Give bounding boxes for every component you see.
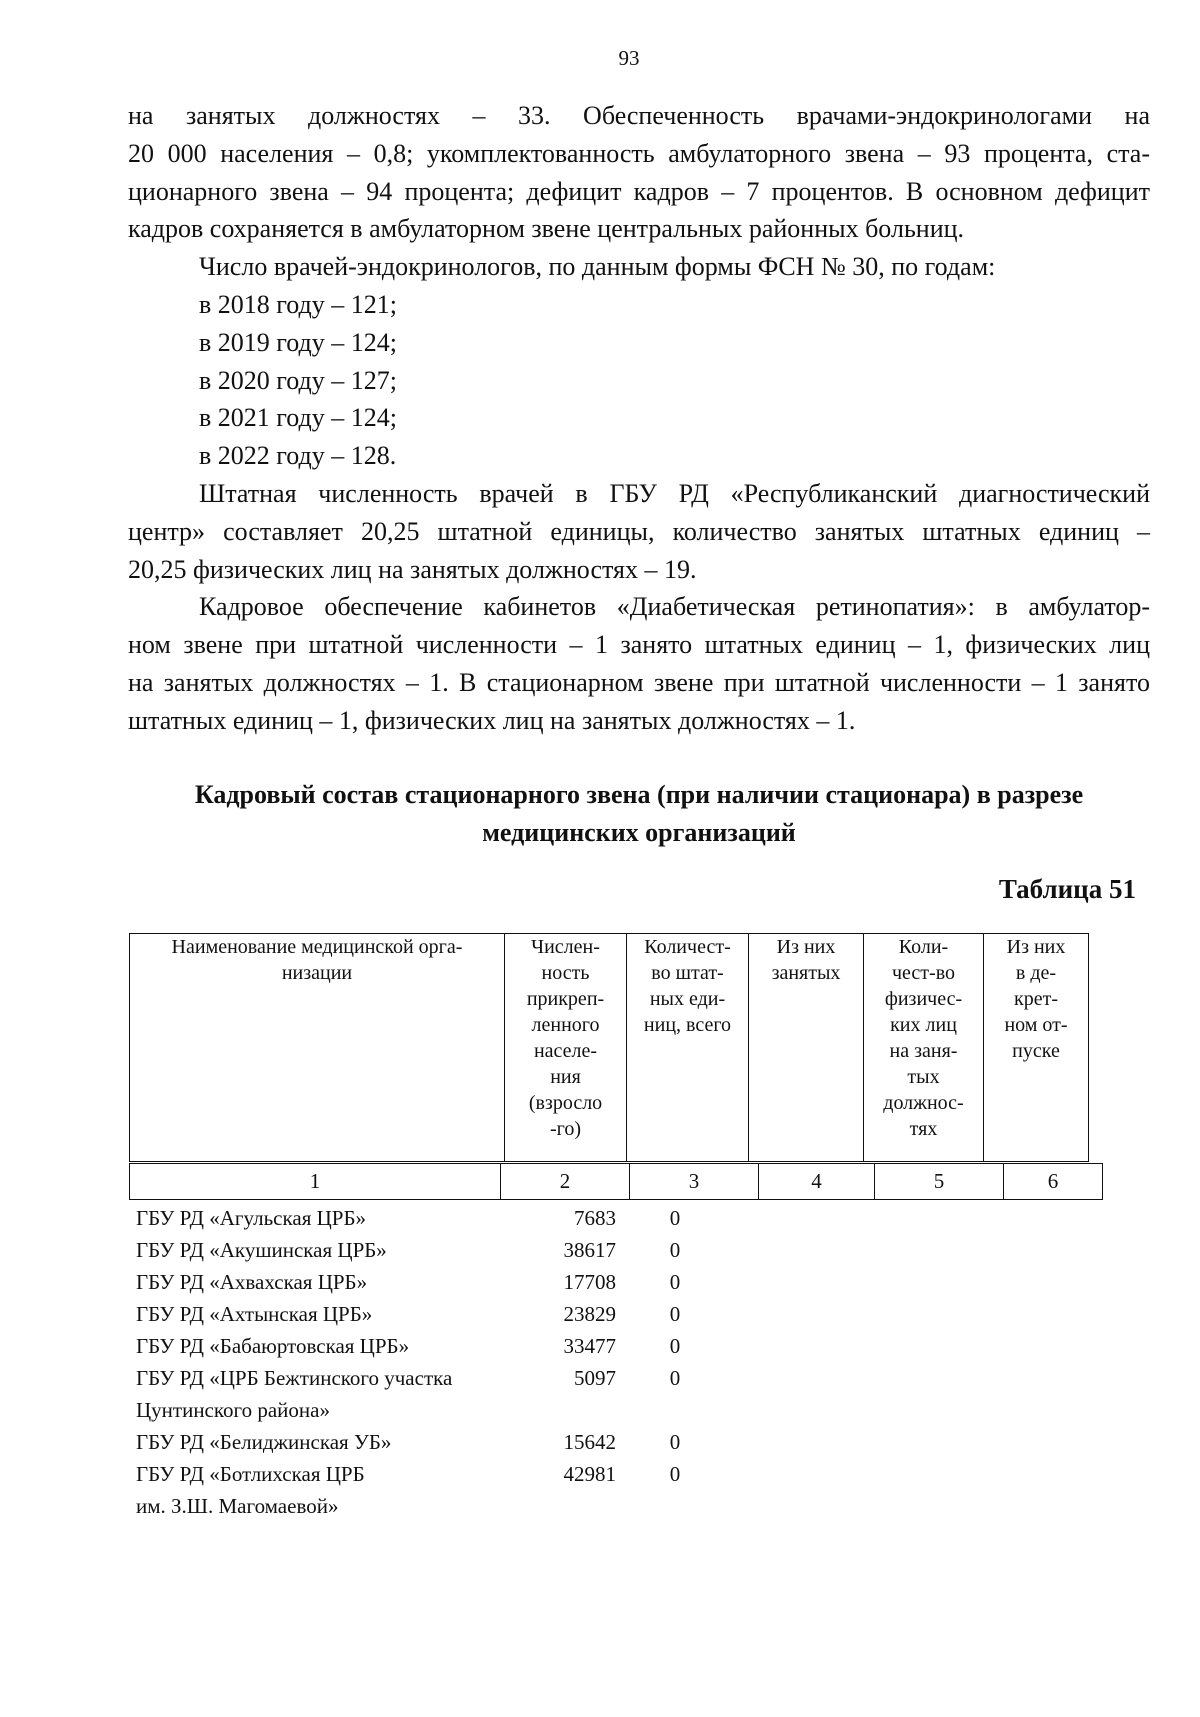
- table-row: [136, 1458, 734, 1522]
- table-row: [136, 1266, 734, 1298]
- table-row: [136, 1202, 734, 1234]
- header-cell-name: Наименование медицинской орга- низации: [130, 934, 505, 1162]
- units-value: 0: [669, 1366, 681, 1390]
- year-item: в 2021 году – 124;: [199, 403, 397, 433]
- text-line: на занятых должностях – 1. В стационарном звене при штатной численности – 1 занято: [128, 667, 1150, 697]
- table-label: Таблица 51: [998, 874, 1136, 904]
- table-header: [129, 933, 1089, 1162]
- column-number: 1: [130, 1164, 501, 1200]
- text-line: Кадровое обеспечение кабинетов «Диабетическая ретинопатия»: в амбулатор-: [199, 592, 1150, 622]
- page-number: 93: [618, 46, 640, 70]
- population-value: 23829: [563, 1302, 616, 1326]
- column-number-row: [129, 1163, 1103, 1200]
- header-cell-persons: Коли- чест-во физичес- ких лиц на заня- тых должнос- тях: [864, 934, 984, 1162]
- text-line: ном звене при штатной численности – 1 занято штатных единиц – 1, физических лиц: [128, 630, 1150, 660]
- section-title: [128, 776, 1150, 852]
- table-row: [136, 1234, 734, 1266]
- header-cell-units: Количест- во штат- ных еди- ниц, всего: [627, 934, 749, 1162]
- section-title-line: Кадровый состав стационарного звена (при наличии стационара) в разрезе: [194, 780, 1084, 809]
- org-name: ГБУ РД «Агульская ЦРБ»: [136, 1206, 367, 1230]
- org-name: ГБУ РД «Белиджинская УБ»: [136, 1430, 392, 1454]
- header-cell-population: Числен- ность прикреп- ленного населе- ния (взросло -го): [505, 934, 627, 1162]
- units-value: 0: [669, 1238, 681, 1262]
- org-name: ГБУ РД «Ахтынская ЦРБ»: [136, 1302, 373, 1326]
- section-title-line: медицинских организаций: [482, 818, 796, 847]
- org-name: ГБУ РД «Бабаюртовская ЦРБ»: [136, 1334, 410, 1358]
- text-line: Штатная численность врачей в ГБУ РД «Республиканский диагностический: [199, 478, 1150, 508]
- units-value: 0: [669, 1462, 681, 1486]
- org-name: ГБУ РД «Ботлихская ЦРБ им. З.Ш. Магомаевой»: [136, 1462, 365, 1518]
- population-value: 17708: [563, 1270, 616, 1294]
- table-body: [136, 1202, 734, 1522]
- table-row: [136, 1362, 734, 1426]
- header-cell-leave: Из них в де- крет- ном от- пуске: [984, 934, 1089, 1162]
- population-value: 5097: [574, 1366, 616, 1390]
- units-value: 0: [669, 1302, 681, 1326]
- units-value: 0: [669, 1430, 681, 1454]
- column-number: 2: [501, 1164, 630, 1200]
- table-row: [136, 1298, 734, 1330]
- text-line: 20 000 населения – 0,8; укомплектованность амбулаторного звена – 93 процента, ста-: [128, 138, 1150, 168]
- table-row: [136, 1330, 734, 1362]
- header-cell-occupied: Из них занятых: [749, 934, 864, 1162]
- text-line: ционарного звена – 94 процента; дефицит кадров – 7 процентов. В основном дефицит: [128, 176, 1150, 206]
- units-value: 0: [669, 1206, 681, 1230]
- population-value: 7683: [574, 1206, 616, 1230]
- year-item: в 2020 году – 127;: [199, 365, 397, 395]
- org-name: ГБУ РД «Акушинская ЦРБ»: [136, 1238, 387, 1262]
- population-value: 38617: [563, 1238, 616, 1262]
- body-paragraph-1: [128, 97, 1150, 740]
- text-line: кадров сохраняется в амбулаторном звене центральных районных больниц.: [128, 214, 965, 244]
- text-line: центр» составляет 20,25 штатной единицы, количество занятых штатных единиц –: [128, 516, 1150, 546]
- table-row: [136, 1426, 734, 1458]
- column-number: 5: [875, 1164, 1004, 1200]
- population-value: 15642: [563, 1430, 616, 1454]
- org-name: ГБУ РД «Ахвахская ЦРБ»: [136, 1270, 368, 1294]
- column-number: 6: [1004, 1164, 1103, 1200]
- text-line: на занятых должностях – 33. Обеспеченность врачами-эндокринологами на: [128, 101, 1150, 130]
- population-value: 33477: [563, 1334, 616, 1358]
- org-name: ГБУ РД «ЦРБ Бежтинского участка Цунтинского района»: [136, 1366, 453, 1422]
- column-number: 4: [759, 1164, 875, 1200]
- units-value: 0: [669, 1334, 681, 1358]
- text-line: 20,25 физических лиц на занятых должностях – 19.: [128, 554, 697, 584]
- year-item: в 2019 году – 124;: [199, 327, 397, 357]
- column-number: 3: [630, 1164, 759, 1200]
- year-item: в 2018 году – 121;: [199, 289, 397, 319]
- year-item: в 2022 году – 128.: [199, 441, 397, 471]
- units-value: 0: [669, 1270, 681, 1294]
- population-value: 42981: [563, 1462, 616, 1486]
- text-line: штатных единиц – 1, физических лиц на занятых должностях – 1.: [128, 705, 856, 735]
- text-line: Число врачей-эндокринологов, по данным формы ФСН № 30, по годам:: [199, 252, 996, 282]
